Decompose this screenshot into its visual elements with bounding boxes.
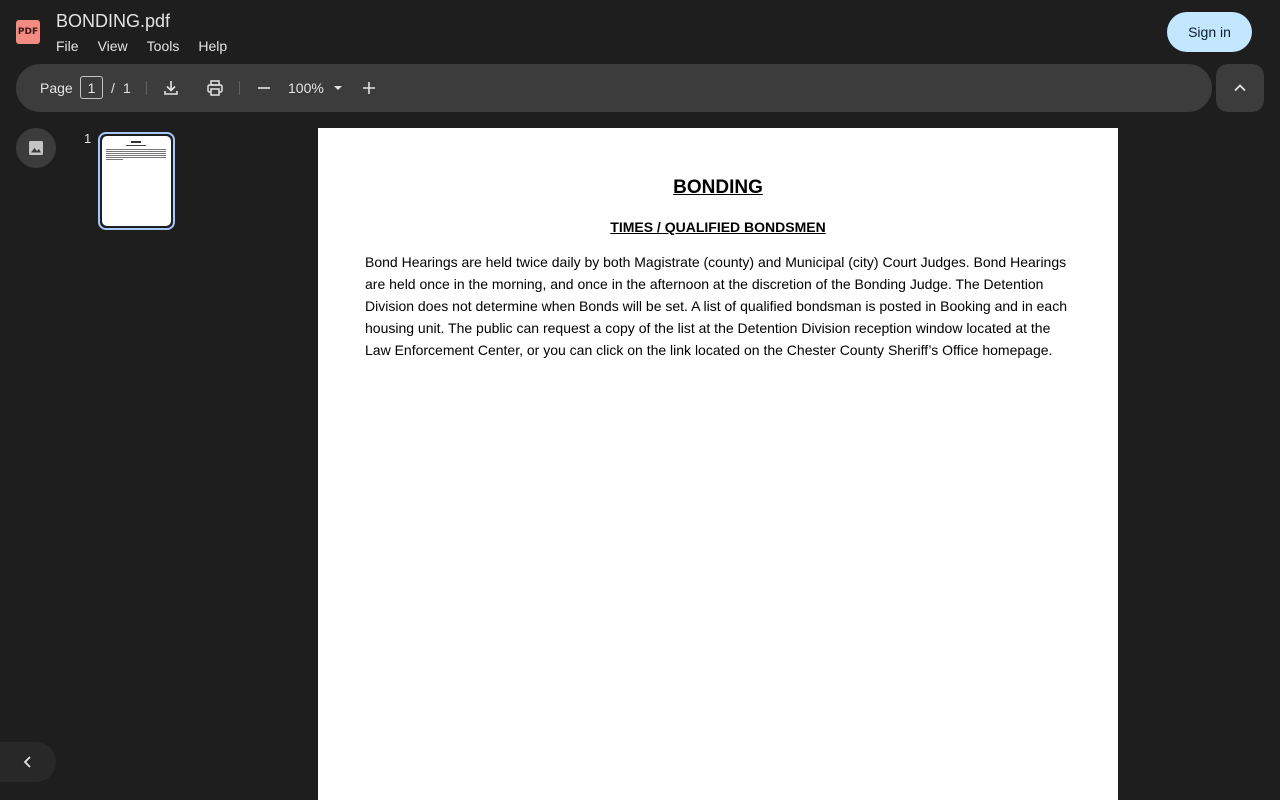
document-body: Bond Hearings are held twice daily by both Magistrate (county) and Municipal (city) Court Judges. Bond Hearings are held once in the morning, and once in the afternoon at the discretion of the Bonding Judge. The Detention Division does not determine when Bonds will be set. A list of qualified bondsman is posted in Booking and in each housing unit. The public can request a copy of the list at the Detention Division reception window located at the Law Enforcement Center, or you can click on the link located on the Chester County Sheriff’s Office homepage.	[365, 254, 1067, 358]
total-pages: 1	[123, 80, 131, 96]
zoom-in-button[interactable]	[355, 74, 383, 102]
page-label: Page	[40, 80, 73, 96]
page-separator: /	[111, 80, 115, 96]
menu-tools[interactable]: Tools	[146, 38, 180, 54]
thumbnails-button[interactable]	[16, 128, 56, 168]
page-number-input[interactable]: 1	[80, 76, 103, 99]
toolbar-divider	[146, 81, 147, 95]
collapse-up-icon	[1232, 80, 1248, 96]
menu-bar	[56, 38, 246, 54]
document-subheading: TIMES / QUALIFIED BONDSMEN	[610, 219, 826, 235]
menu-help[interactable]: Help	[198, 38, 228, 54]
zoom-out-button[interactable]	[250, 74, 278, 102]
zoom-out-icon	[256, 80, 272, 96]
sidebar-toggle-button[interactable]	[0, 742, 56, 782]
menu-file[interactable]: File	[56, 38, 79, 54]
document-heading: BONDING	[673, 177, 763, 198]
sign-in-button[interactable]: Sign in	[1167, 12, 1252, 52]
pdf-toolbar	[16, 64, 1212, 112]
zoom-level[interactable]: 100%	[288, 80, 324, 96]
pdf-app-icon: PDF	[16, 20, 40, 44]
zoom-dropdown-button[interactable]	[324, 74, 352, 102]
pdf-page	[318, 128, 1118, 800]
download-button[interactable]	[157, 74, 185, 102]
collapse-toolbar-button[interactable]	[1216, 64, 1264, 112]
menu-view[interactable]: View	[97, 38, 128, 54]
page-thumbnail[interactable]	[98, 132, 175, 230]
zoom-dropdown-icon	[332, 82, 344, 94]
thumbnail-preview	[102, 136, 171, 226]
image-icon	[27, 139, 45, 157]
thumbnail-page-number: 1	[84, 131, 92, 146]
toolbar-divider	[239, 81, 240, 95]
download-icon	[162, 79, 180, 97]
chevron-left-icon	[20, 754, 36, 770]
print-button[interactable]	[201, 74, 229, 102]
print-icon	[206, 79, 224, 97]
zoom-in-icon	[361, 80, 377, 96]
document-title: BONDING.pdf	[56, 11, 171, 31]
